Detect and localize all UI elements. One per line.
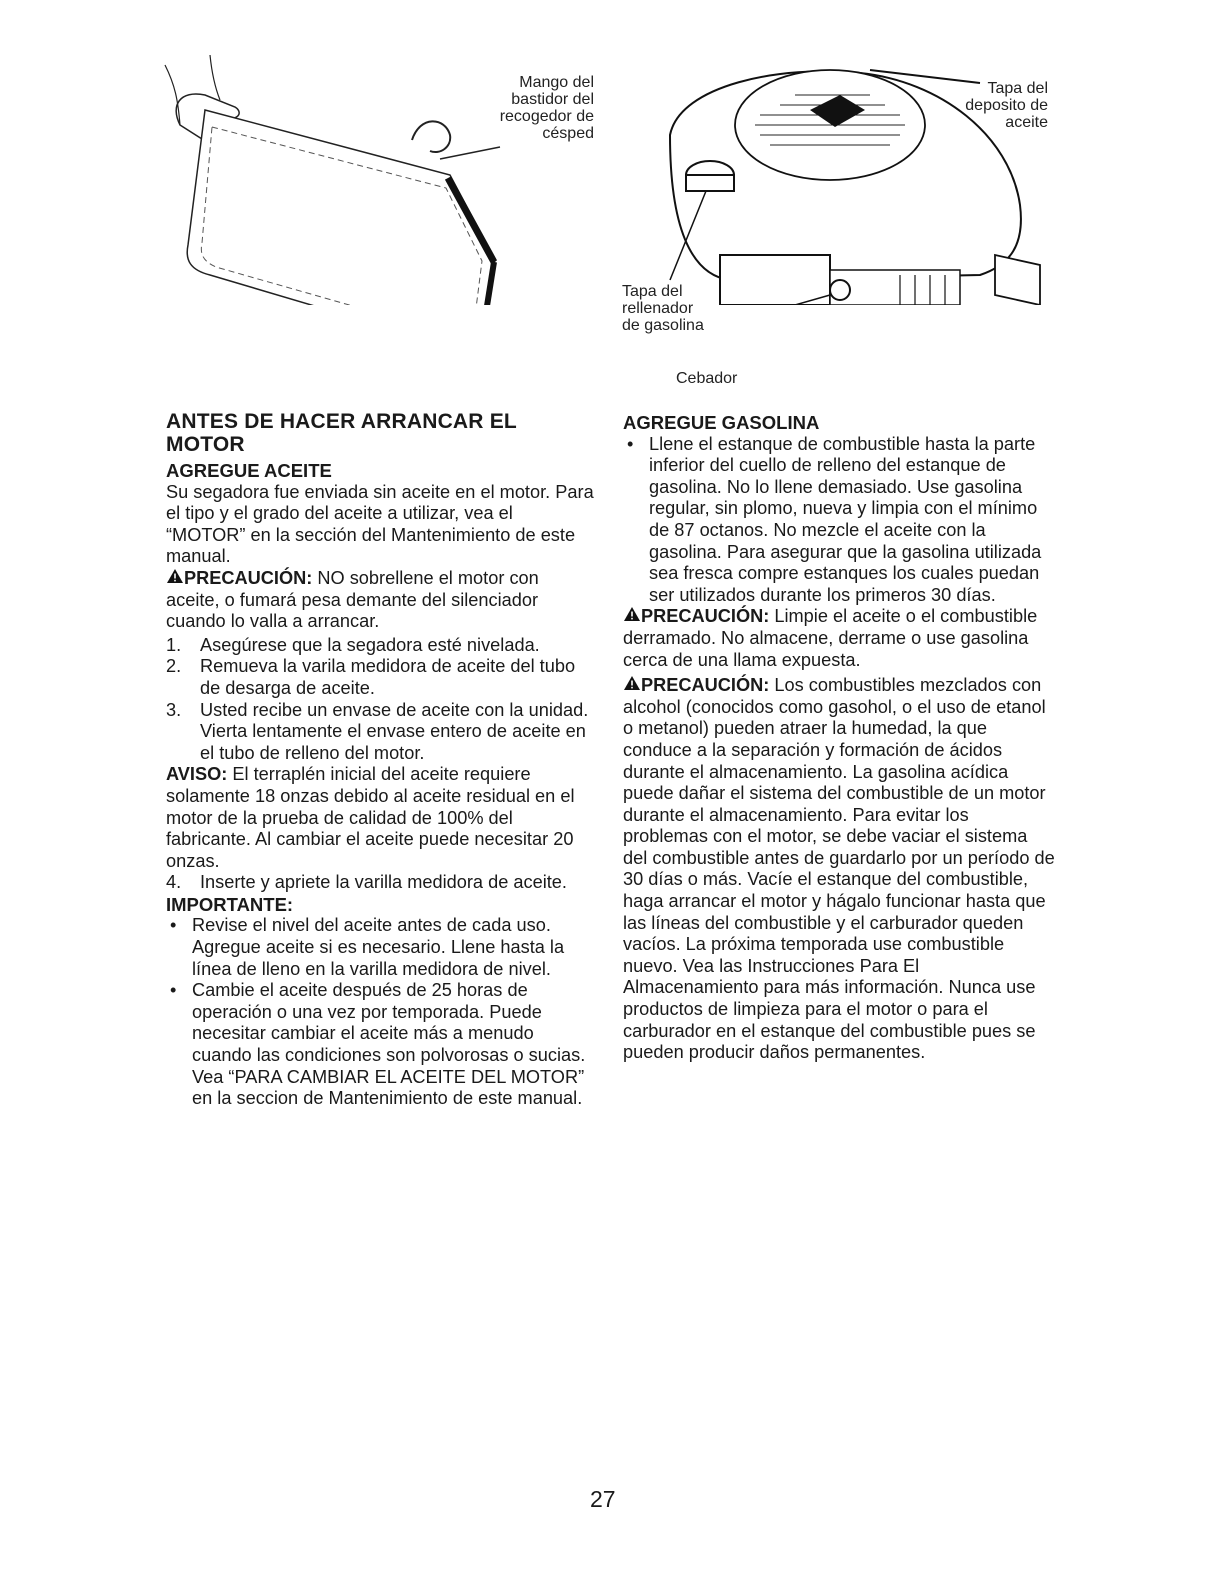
list-item	[166, 700, 596, 765]
list-item	[623, 434, 1055, 607]
warning-triangle-icon	[166, 568, 184, 584]
caution-text: Limpie el aceite o el combustible derramado. No almacene, derrame o use gasolina cerca de una llama expuesta.	[623, 606, 1038, 670]
bullet-text: Cambie el aceite después de 25 horas de operación o una vez por temporada. Puede necesitar cambiar el aceite más a menudo cuando las condiciones son polvorosas o sucias. Vea “PARA CAMBIAR EL ACEITE DEL MOTOR” en la seccion de Mantenimiento de este manual.	[192, 980, 586, 1109]
notice	[166, 764, 596, 872]
right-column	[623, 412, 1055, 1064]
add-oil-intro: Su segadora fue enviada sin aceite en el motor. Para el tipo y el grado del aceite a utilizar, vea el “MOTOR” en la sección del Mantenimiento de este manual.	[166, 481, 594, 567]
bullet-text: Llene el estanque de combustible hasta la parte inferior del cuello de relleno del estanque de gasolina. No lo llene demasiado. Use gasolina regular, sin plomo, nueva y limpia con el mínimo de 87 octanos. No mezcle el aceite con la gasolina. Para asegurar que la gasolina utilizada sea fresca compre estanques los cuales puedan ser utilizados durante los primeros 30 días.	[649, 433, 1042, 605]
step-text: Remueva la varila medidora de aceite del tubo de desarga de aceite.	[200, 656, 576, 698]
list-item	[166, 656, 596, 699]
caution-oil	[166, 568, 596, 633]
add-fuel-heading: AGREGUE GASOLINA	[623, 412, 820, 433]
primer-callout: Cebador	[676, 370, 738, 387]
warning-triangle-icon	[623, 675, 641, 691]
list-item	[166, 915, 596, 980]
step-text: Asegúrese que la segadora esté nivelada.	[200, 634, 540, 655]
oil-steps	[166, 635, 596, 765]
left-column	[166, 410, 596, 1110]
bullet: •	[627, 433, 634, 454]
section-title: ANTES DE HACER ARRANCAR EL MOTOR	[166, 410, 517, 456]
fuel-list	[623, 434, 1055, 607]
list-item	[166, 980, 596, 1110]
bullet: •	[170, 980, 177, 1001]
oil-fill-cap-callout: Tapa del deposito de aceite	[965, 80, 1048, 131]
step-number: 1.	[166, 634, 182, 655]
add-oil-heading: AGREGUE ACEITE	[166, 460, 332, 481]
important-heading: IMPORTANTE:	[166, 893, 294, 915]
caution-label: PRECAUCIÓN:	[184, 567, 313, 588]
caution-fuel-2	[623, 675, 1055, 1064]
notice-text: El terraplén inicial del aceite requiere solamente 18 onzas debido al aceite residual en el motor de la prueba de calidad de 100% del fabricante. Al cambiar el aceite puede necesitar 20 onzas.	[166, 764, 575, 871]
page-number: 27	[590, 1486, 616, 1512]
caution-label: PRECAUCIÓN:	[641, 606, 770, 627]
caution-fuel-1	[623, 606, 1055, 671]
notice-label: AVISO:	[166, 764, 228, 785]
step-text: Usted recibe un envase de aceite con la unidad. Vierta lentamente el envase entero de aceite en el tubo de relleno del motor.	[200, 699, 589, 763]
important-list	[166, 915, 596, 1109]
step-number: 3.	[166, 699, 182, 720]
step-number: 4.	[166, 872, 182, 893]
caution-label: PRECAUCIÓN:	[641, 675, 770, 696]
fuel-fill-cap-callout: Tapa del rellenador de gasolina	[622, 283, 704, 334]
bullet: •	[170, 915, 177, 936]
list-item	[166, 635, 596, 657]
caution-text: Los combustibles mezclados con alcohol (conocidos como gasohol, o el uso de etanol o metanol) pueden atraer la humedad, la que conduce a la separación y formación de ácidos durante el almacenamiento. La gasolina acídica puede dañar el sistema del combustible de un motor durante el almacenamiento. Para evitar los problemas con el motor, se debe vaciar el sistema del combustible antes de guardarlo por un período de 30 días o más. Vacíe el estanque del combustible, haga arrancar el motor y hágalo funcionar hasta que las líneas del combustible y el carburador queden vacíos. La próxima temporada use combustible nuevo. Vea las Instrucciones Para El Almacenamiento para más información. Nunca use productos de limpieza para el motor o para el carburador en el estanque del combustible pues se pueden producir daños permanentes.	[623, 675, 1055, 1063]
oil-step-4	[166, 872, 596, 894]
step-number: 2.	[166, 656, 182, 677]
step-text: Inserte y apriete la varilla medidora de aceite.	[200, 872, 567, 893]
bullet-text: Revise el nivel del aceite antes de cada uso. Agregue aceite si es necesario. Llene hasta la línea de lleno en la varilla medidora de nivel.	[192, 915, 565, 979]
caution-text: NO sobrellene el motor con aceite, o fumará pesa demante del silenciador cuando lo valla a arrancar.	[166, 567, 539, 632]
list-item	[166, 872, 596, 894]
warning-triangle-icon	[623, 606, 641, 622]
bag-handle-callout: Mango del bastidor del recogedor de césped	[499, 74, 594, 142]
